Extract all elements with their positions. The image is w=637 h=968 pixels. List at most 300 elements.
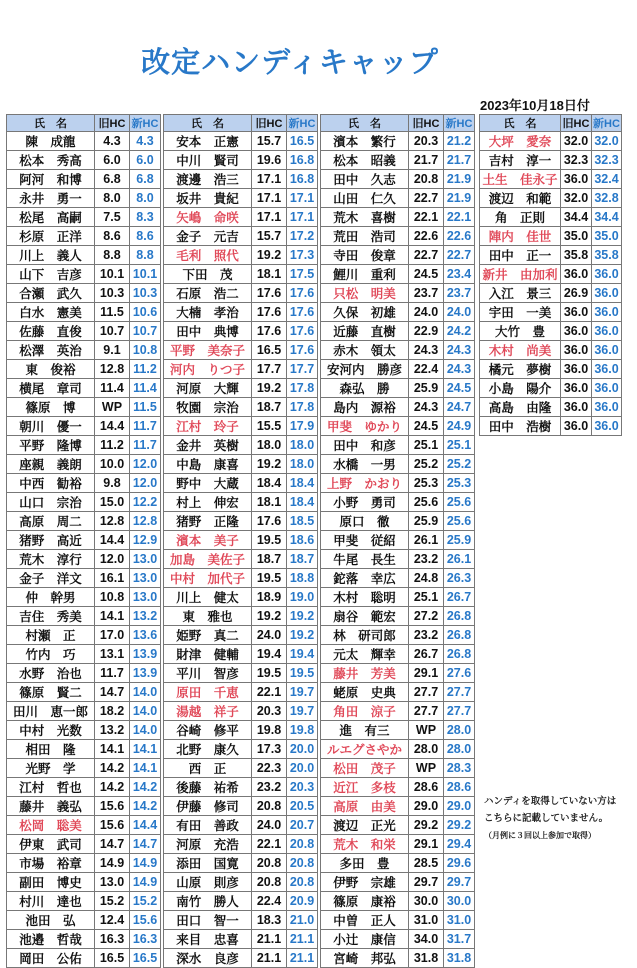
table-row (7, 246, 161, 265)
player-name: 多田 豊 (321, 854, 409, 873)
new-hc: 20.8 (287, 854, 318, 873)
player-name: 江村 哲也 (7, 778, 95, 797)
footnote (484, 793, 634, 844)
player-name: 橘元 夢樹 (480, 360, 561, 379)
new-hc: 23.4 (444, 265, 475, 284)
old-hc: 27.2 (409, 607, 444, 626)
player-name: 村上 伸宏 (164, 493, 252, 512)
table-row (7, 474, 161, 493)
new-hc: 14.4 (130, 816, 161, 835)
old-hc: 36.0 (561, 265, 592, 284)
old-hc: 12.8 (95, 512, 130, 531)
old-hc: 14.1 (95, 740, 130, 759)
player-name: 杉原 正洋 (7, 227, 95, 246)
old-hc: 18.9 (252, 588, 287, 607)
player-name: 甲斐 ゆかり (321, 417, 409, 436)
old-hc: 17.1 (252, 189, 287, 208)
table-row (321, 930, 475, 949)
player-name: 中曽 正人 (321, 911, 409, 930)
table-row (164, 455, 318, 474)
table-row (321, 778, 475, 797)
new-hc: 17.5 (287, 265, 318, 284)
old-hc: WP (95, 398, 130, 417)
new-hc: 18.4 (287, 474, 318, 493)
old-hc: 15.6 (95, 816, 130, 835)
old-hc: 14.2 (95, 778, 130, 797)
new-hc: 35.8 (592, 246, 622, 265)
player-name: 有田 善政 (164, 816, 252, 835)
header-row (321, 115, 475, 132)
player-name: 深水 良彦 (164, 949, 252, 968)
player-name: 池田 弘 (7, 911, 95, 930)
player-name: 森弘 勝 (321, 379, 409, 398)
new-hc: 24.5 (444, 379, 475, 398)
new-hc: 26.7 (444, 588, 475, 607)
table-row (321, 550, 475, 569)
new-hc: 29.6 (444, 854, 475, 873)
table-row (321, 493, 475, 512)
old-hc: 34.4 (561, 208, 592, 227)
table-row (7, 816, 161, 835)
new-hc: 12.8 (130, 512, 161, 531)
table-row (7, 455, 161, 474)
old-hc: 25.1 (409, 436, 444, 455)
old-hc: 36.0 (561, 379, 592, 398)
new-hc: 6.0 (130, 151, 161, 170)
table-row (164, 949, 318, 968)
old-hc: 31.8 (409, 949, 444, 968)
new-hc: 29.4 (444, 835, 475, 854)
old-hc-header: 旧HC (561, 115, 592, 132)
new-hc: 12.2 (130, 493, 161, 512)
table-row (480, 170, 622, 189)
new-hc: 36.0 (592, 284, 622, 303)
player-name: 宮崎 邦弘 (321, 949, 409, 968)
table-row (321, 417, 475, 436)
table-row (480, 208, 622, 227)
old-hc-header: 旧HC (252, 115, 287, 132)
player-name: 阿河 和博 (7, 170, 95, 189)
player-name: 鯉川 重利 (321, 265, 409, 284)
table-row (164, 208, 318, 227)
player-name: 甲斐 従紹 (321, 531, 409, 550)
new-hc: 8.8 (130, 246, 161, 265)
player-name: 竹内 巧 (7, 645, 95, 664)
table-row (321, 702, 475, 721)
player-name: ルエグさやか (321, 740, 409, 759)
old-hc: 18.2 (95, 702, 130, 721)
new-hc: 12.9 (130, 531, 161, 550)
table-row (164, 588, 318, 607)
new-hc: 32.3 (592, 151, 622, 170)
player-name: 中西 勧裕 (7, 474, 95, 493)
table-row (7, 550, 161, 569)
player-name: 江村 玲子 (164, 417, 252, 436)
new-hc: 35.0 (592, 227, 622, 246)
old-hc: 18.7 (252, 398, 287, 417)
new-hc: 21.1 (287, 930, 318, 949)
player-name: 山下 吉彦 (7, 265, 95, 284)
table-row (321, 379, 475, 398)
player-name: 松本 秀高 (7, 151, 95, 170)
player-name: 荒木 和栄 (321, 835, 409, 854)
new-hc: 8.6 (130, 227, 161, 246)
new-hc: 8.3 (130, 208, 161, 227)
player-name: 藤井 芳美 (321, 664, 409, 683)
old-hc: 25.9 (409, 379, 444, 398)
table-row (480, 379, 622, 398)
new-hc: 16.5 (130, 949, 161, 968)
table-row (164, 151, 318, 170)
new-hc: 21.0 (287, 911, 318, 930)
table-row (164, 303, 318, 322)
old-hc: 7.5 (95, 208, 130, 227)
new-hc: 18.6 (287, 531, 318, 550)
old-hc: 9.1 (95, 341, 130, 360)
table-row (321, 873, 475, 892)
player-name: 野中 大蔵 (164, 474, 252, 493)
table-row (480, 341, 622, 360)
old-hc: 16.3 (95, 930, 130, 949)
player-name: 合瀬 武久 (7, 284, 95, 303)
date-label: 2023年10月18日付 (480, 98, 590, 113)
name-header: 氏 名 (164, 115, 252, 132)
player-name: 座親 義朗 (7, 455, 95, 474)
new-hc: 14.9 (130, 854, 161, 873)
new-hc: 18.0 (287, 436, 318, 455)
table-row (480, 132, 622, 151)
new-hc: 17.6 (287, 303, 318, 322)
player-name: 猪野 正隆 (164, 512, 252, 531)
old-hc: 18.3 (252, 911, 287, 930)
new-hc: 25.6 (444, 493, 475, 512)
player-name: 河内 りつ子 (164, 360, 252, 379)
player-name: 金子 洋文 (7, 569, 95, 588)
old-hc: 15.0 (95, 493, 130, 512)
player-name: 牧園 宗治 (164, 398, 252, 417)
table-row (7, 797, 161, 816)
table-row (7, 835, 161, 854)
header-row (7, 115, 161, 132)
new-hc: 31.8 (444, 949, 475, 968)
table-row (164, 360, 318, 379)
new-hc: 34.4 (592, 208, 622, 227)
handicap-table (320, 114, 475, 968)
new-hc: 25.9 (444, 531, 475, 550)
table-row (321, 303, 475, 322)
table-row (164, 512, 318, 531)
new-hc: 29.7 (444, 873, 475, 892)
table-row (7, 436, 161, 455)
old-hc: 13.2 (95, 721, 130, 740)
old-hc: 14.9 (95, 854, 130, 873)
new-hc: 30.0 (444, 892, 475, 911)
new-hc: 23.7 (444, 284, 475, 303)
old-hc: 16.5 (252, 341, 287, 360)
new-hc: 28.3 (444, 759, 475, 778)
player-name: 陳 成龍 (7, 132, 95, 151)
player-name: 添田 国寛 (164, 854, 252, 873)
old-hc: 22.7 (409, 189, 444, 208)
old-hc: 23.7 (409, 284, 444, 303)
old-hc: 22.9 (409, 322, 444, 341)
old-hc: 34.0 (409, 930, 444, 949)
player-name: 荒木 喜樹 (321, 208, 409, 227)
old-hc: 11.7 (95, 664, 130, 683)
new-hc: 14.0 (130, 683, 161, 702)
player-name: 横尾 章司 (7, 379, 95, 398)
page-title: 改定ハンディキャップ (141, 45, 439, 79)
table-row (164, 417, 318, 436)
table-row (7, 854, 161, 873)
new-hc: 24.7 (444, 398, 475, 417)
new-hc: 16.3 (130, 930, 161, 949)
new-hc: 4.3 (130, 132, 161, 151)
player-name: 平野 隆博 (7, 436, 95, 455)
player-name: 牛尾 長生 (321, 550, 409, 569)
table-row (164, 607, 318, 626)
player-name: 中川 賢司 (164, 151, 252, 170)
table-row (321, 227, 475, 246)
old-hc: 16.5 (95, 949, 130, 968)
new-hc: 16.5 (287, 132, 318, 151)
player-name: 伊藤 修司 (164, 797, 252, 816)
table-row (321, 341, 475, 360)
player-name: 河原 大輝 (164, 379, 252, 398)
table-row (164, 265, 318, 284)
player-name: 扇谷 範宏 (321, 607, 409, 626)
table-row (7, 303, 161, 322)
new-hc: 17.7 (287, 360, 318, 379)
player-name: 木村 尚美 (480, 341, 561, 360)
player-name: 赤木 領太 (321, 341, 409, 360)
old-hc: 36.0 (561, 417, 592, 436)
player-name: 小野 勇司 (321, 493, 409, 512)
new-hc: 24.3 (444, 341, 475, 360)
player-name: 田中 和彦 (321, 436, 409, 455)
old-hc: 19.4 (252, 645, 287, 664)
table-row (7, 322, 161, 341)
player-name: 島内 源裕 (321, 398, 409, 417)
table-row (321, 588, 475, 607)
player-name: 財津 健輔 (164, 645, 252, 664)
player-name: 村瀬 正 (7, 626, 95, 645)
new-hc: 25.6 (444, 512, 475, 531)
player-name: 篠原 博 (7, 398, 95, 417)
table-row (7, 702, 161, 721)
table-row (7, 227, 161, 246)
player-name: 伊東 武司 (7, 835, 95, 854)
old-hc: 19.2 (252, 246, 287, 265)
player-name: 松岡 聡美 (7, 816, 95, 835)
player-name: 来目 忠喜 (164, 930, 252, 949)
new-hc: 20.8 (287, 835, 318, 854)
new-hc: 18.8 (287, 569, 318, 588)
old-hc: 36.0 (561, 322, 592, 341)
old-hc-header: 旧HC (409, 115, 444, 132)
player-name: 下田 茂 (164, 265, 252, 284)
player-name: 岡田 公佑 (7, 949, 95, 968)
player-name: 中島 康喜 (164, 455, 252, 474)
new-hc: 20.3 (287, 778, 318, 797)
table-row (321, 265, 475, 284)
player-name: 松澤 英治 (7, 341, 95, 360)
old-hc: 19.5 (252, 569, 287, 588)
table-row (321, 645, 475, 664)
table-row (321, 911, 475, 930)
old-hc: 8.0 (95, 189, 130, 208)
new-hc: 32.4 (592, 170, 622, 189)
player-name: 加島 美佐子 (164, 550, 252, 569)
new-hc: 6.8 (130, 170, 161, 189)
table-row (164, 816, 318, 835)
new-hc: 31.0 (444, 911, 475, 930)
new-hc: 21.1 (287, 949, 318, 968)
old-hc: 13.1 (95, 645, 130, 664)
old-hc: 20.8 (252, 797, 287, 816)
new-hc: 26.3 (444, 569, 475, 588)
player-name: 寺田 俊章 (321, 246, 409, 265)
new-hc: 14.1 (130, 759, 161, 778)
old-hc: 24.0 (252, 816, 287, 835)
table-row (164, 493, 318, 512)
new-hc: 11.2 (130, 360, 161, 379)
new-hc: 22.7 (444, 246, 475, 265)
player-name: 蛯原 史典 (321, 683, 409, 702)
new-hc: 10.7 (130, 322, 161, 341)
player-name: 坂井 貴紀 (164, 189, 252, 208)
old-hc: 36.0 (561, 341, 592, 360)
table-row (164, 759, 318, 778)
footnote-line: （月例に３回以上参加で取得） (484, 831, 596, 840)
table-row (7, 740, 161, 759)
player-name: 後藤 祐希 (164, 778, 252, 797)
new-hc: 22.1 (444, 208, 475, 227)
new-hc: 17.1 (287, 208, 318, 227)
new-hc: 36.0 (592, 360, 622, 379)
name-header: 氏 名 (321, 115, 409, 132)
old-hc: 27.7 (409, 683, 444, 702)
player-name: 宇田 一美 (480, 303, 561, 322)
player-name: 仲 幹男 (7, 588, 95, 607)
player-name: 土生 佳永子 (480, 170, 561, 189)
table-row (321, 322, 475, 341)
table-row (164, 797, 318, 816)
new-hc: 25.1 (444, 436, 475, 455)
new-hc: 10.8 (130, 341, 161, 360)
player-name: 池邉 哲哉 (7, 930, 95, 949)
player-name: 松尾 高嗣 (7, 208, 95, 227)
old-hc: 25.9 (409, 512, 444, 531)
old-hc: 32.0 (561, 132, 592, 151)
table-row (164, 531, 318, 550)
player-name: 田中 久志 (321, 170, 409, 189)
old-hc: 24.0 (252, 626, 287, 645)
player-name: 田中 浩樹 (480, 417, 561, 436)
old-hc: 15.6 (95, 797, 130, 816)
old-hc: 15.5 (252, 417, 287, 436)
player-name: 水橋 一男 (321, 455, 409, 474)
new-hc: 20.0 (287, 759, 318, 778)
new-hc: 19.8 (287, 721, 318, 740)
table-row (7, 151, 161, 170)
new-hc: 24.3 (444, 360, 475, 379)
table-row (7, 721, 161, 740)
player-name: 濱本 美子 (164, 531, 252, 550)
old-hc: 14.4 (95, 417, 130, 436)
player-name: 小辻 康信 (321, 930, 409, 949)
new-hc: 17.9 (287, 417, 318, 436)
old-hc: 19.2 (252, 607, 287, 626)
new-hc: 8.0 (130, 189, 161, 208)
table-row (321, 607, 475, 626)
new-hc: 17.6 (287, 341, 318, 360)
player-name: 東 雅也 (164, 607, 252, 626)
old-hc: 36.0 (561, 398, 592, 417)
new-hc: 14.1 (130, 740, 161, 759)
old-hc: 25.6 (409, 493, 444, 512)
old-hc: 22.4 (409, 360, 444, 379)
new-hc: 17.2 (287, 227, 318, 246)
new-hc: 13.0 (130, 588, 161, 607)
old-hc-header: 旧HC (95, 115, 130, 132)
new-hc: 16.8 (287, 151, 318, 170)
old-hc: 21.1 (252, 930, 287, 949)
player-name: 姫野 真二 (164, 626, 252, 645)
table-row (164, 835, 318, 854)
old-hc: 10.7 (95, 322, 130, 341)
old-hc: 8.6 (95, 227, 130, 246)
table-row (164, 892, 318, 911)
new-hc: 25.3 (444, 474, 475, 493)
new-hc: 13.9 (130, 664, 161, 683)
old-hc: 10.8 (95, 588, 130, 607)
new-hc: 13.0 (130, 569, 161, 588)
player-name: 林 研司郎 (321, 626, 409, 645)
player-name: 白水 憲美 (7, 303, 95, 322)
old-hc: 14.7 (95, 683, 130, 702)
table-row (7, 531, 161, 550)
table-row (321, 170, 475, 189)
new-hc: 20.9 (287, 892, 318, 911)
table-row (321, 626, 475, 645)
old-hc: 25.1 (409, 588, 444, 607)
new-hc: 17.8 (287, 379, 318, 398)
old-hc: 17.7 (252, 360, 287, 379)
old-hc: 20.8 (252, 854, 287, 873)
table-row (321, 398, 475, 417)
table-row (164, 550, 318, 569)
old-hc: 16.1 (95, 569, 130, 588)
old-hc: 17.0 (95, 626, 130, 645)
new-hc: 27.7 (444, 702, 475, 721)
old-hc: 26.1 (409, 531, 444, 550)
player-name: 高島 由隆 (480, 398, 561, 417)
header-row (164, 115, 318, 132)
old-hc: 15.7 (252, 132, 287, 151)
new-hc: 28.0 (444, 740, 475, 759)
new-hc: 28.6 (444, 778, 475, 797)
table-row (164, 873, 318, 892)
old-hc: 12.8 (95, 360, 130, 379)
player-name: 入江 景三 (480, 284, 561, 303)
player-name: 石原 浩二 (164, 284, 252, 303)
new-hc: 19.5 (287, 664, 318, 683)
old-hc: 29.7 (409, 873, 444, 892)
player-name: 伊野 宗雄 (321, 873, 409, 892)
old-hc: 28.5 (409, 854, 444, 873)
table-row (321, 151, 475, 170)
